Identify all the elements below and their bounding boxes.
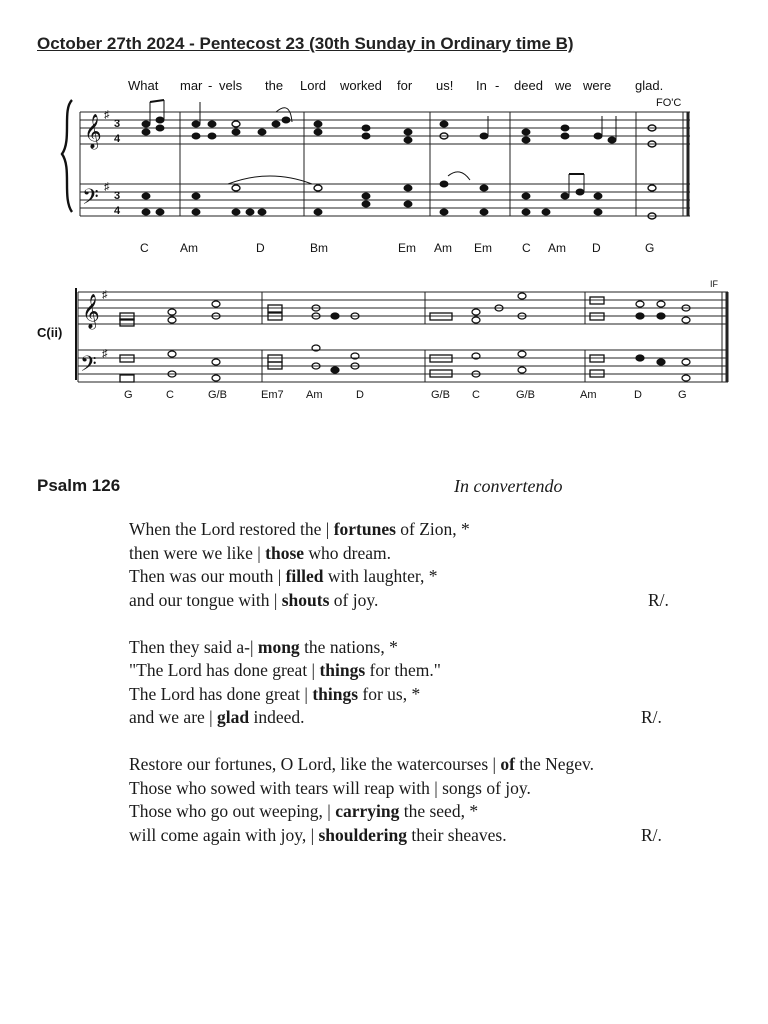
key-signature-sharp-icon: ♯	[102, 289, 108, 301]
score-system-1	[62, 78, 690, 255]
chant-notes	[120, 293, 690, 382]
lyric-syllable: vels	[219, 78, 243, 93]
chord-symbol: Am	[180, 241, 198, 255]
verse-line: and we are | glad indeed. R/.	[129, 706, 749, 730]
chord-symbol: C	[166, 389, 174, 401]
time-signature: 4	[114, 133, 121, 145]
lyric-syllable: -	[208, 78, 213, 93]
chord-symbol: G/B	[516, 389, 535, 401]
lyric-syllable: mar	[180, 78, 203, 93]
verse-line: Then they said a-| mong the nations, *	[129, 636, 398, 657]
lyric-syllable: worked	[340, 78, 382, 93]
chord-symbol: G	[678, 389, 687, 401]
chord-symbol: G/B	[208, 389, 227, 401]
lyric-syllable: deed	[514, 78, 543, 93]
chord-symbol: C	[140, 241, 149, 255]
lyric-syllable: glad.	[635, 78, 664, 93]
chord-symbol: D	[592, 241, 601, 255]
time-signature: 3	[114, 118, 121, 130]
verse-line: and our tongue with | shouts of joy. R/.	[129, 589, 749, 613]
psalm-title: Psalm 126	[37, 476, 121, 495]
chord-symbol: C	[472, 389, 480, 401]
verse-line: "The Lord has done great | things for them."	[129, 660, 441, 680]
verse-line: Restore our fortunes, O Lord, like the watercourses | of the Negev.	[129, 754, 595, 774]
chord-symbol: G	[124, 389, 133, 401]
psalm-stanza	[129, 636, 749, 730]
chord-symbol: Am	[306, 389, 323, 401]
chord-symbols	[140, 241, 654, 255]
verse-line: will come again with joy, | shouldering their sheaves. R/.	[129, 824, 749, 848]
key-signature-sharp-icon: ♯	[104, 181, 110, 193]
page-title: October 27th 2024 - Pentecost 23 (30th Sunday in Ordinary time B)	[37, 34, 574, 53]
lyric-syllable: were	[583, 78, 612, 93]
chord-symbols	[124, 389, 687, 401]
verse-line: then were we like | those who dream.	[129, 542, 392, 563]
psalm-verses	[129, 518, 749, 871]
chord-symbol: Am	[548, 241, 566, 255]
chord-symbol: G/B	[431, 389, 450, 401]
verse-line: Those who go out weeping, | carrying the seed, *	[129, 801, 479, 821]
chord-symbol: Bm	[310, 241, 328, 255]
chord-symbol: D	[356, 389, 364, 401]
score-system-2	[37, 279, 728, 401]
chord-symbol: C	[522, 241, 531, 255]
key-signature-sharp-icon: ♯	[104, 109, 110, 121]
psalm-stanza	[129, 518, 749, 612]
psalm-latin-title: In convertendo	[454, 476, 563, 496]
tone-label: C(ii)	[37, 325, 63, 340]
bass-clef-icon: 𝄢	[80, 351, 97, 381]
verse-line: Those who sowed with tears will reap with | songs of joy.	[129, 777, 531, 798]
response-marker: R/.	[641, 707, 662, 727]
lyric-syllable: Lord	[300, 78, 327, 93]
time-signature: 3	[114, 190, 121, 202]
chord-symbol: Am	[434, 241, 452, 255]
composer-initials: IF	[710, 279, 718, 289]
lyric-syllable: In	[476, 78, 487, 93]
response-marker: R/.	[641, 824, 662, 845]
verse-line: When the Lord restored the | fortunes of Zion, *	[129, 519, 470, 539]
chord-symbol: Am	[580, 389, 597, 401]
lyric-syllable: for	[397, 78, 413, 93]
chord-symbol: D	[256, 241, 265, 255]
chord-symbol: Em	[398, 241, 416, 255]
treble-clef-icon: 𝄞	[84, 115, 102, 148]
verse-line: The Lord has done great | things for us, *	[129, 683, 421, 704]
barlines	[78, 292, 727, 382]
chord-symbol: D	[634, 389, 642, 401]
lyrics-line	[128, 78, 663, 93]
bass-notes	[142, 172, 656, 219]
verse-line: Then was our mouth | filled with laughter, *	[129, 566, 438, 586]
grand-staff-brace	[62, 100, 72, 212]
music-score	[0, 0, 768, 420]
treble-notes	[142, 100, 656, 147]
bass-clef-icon: 𝄢	[82, 184, 99, 214]
lyric-syllable: we	[555, 78, 572, 93]
response-marker: R/.	[648, 589, 669, 610]
lyric-syllable: What	[128, 78, 159, 93]
lyric-syllable: -	[495, 78, 500, 93]
psalm-stanza	[129, 753, 749, 847]
lyric-syllable: us!	[436, 78, 454, 93]
time-signature: 4	[114, 205, 121, 217]
key-signature-sharp-icon: ♯	[102, 348, 108, 360]
chord-symbol: Em	[474, 241, 492, 255]
chord-symbol: G	[645, 241, 655, 255]
composer-initials: FO'C	[656, 97, 682, 109]
chord-symbol: Em7	[261, 389, 284, 401]
treble-clef-icon: 𝄞	[82, 295, 100, 328]
lyric-syllable: the	[265, 78, 284, 93]
